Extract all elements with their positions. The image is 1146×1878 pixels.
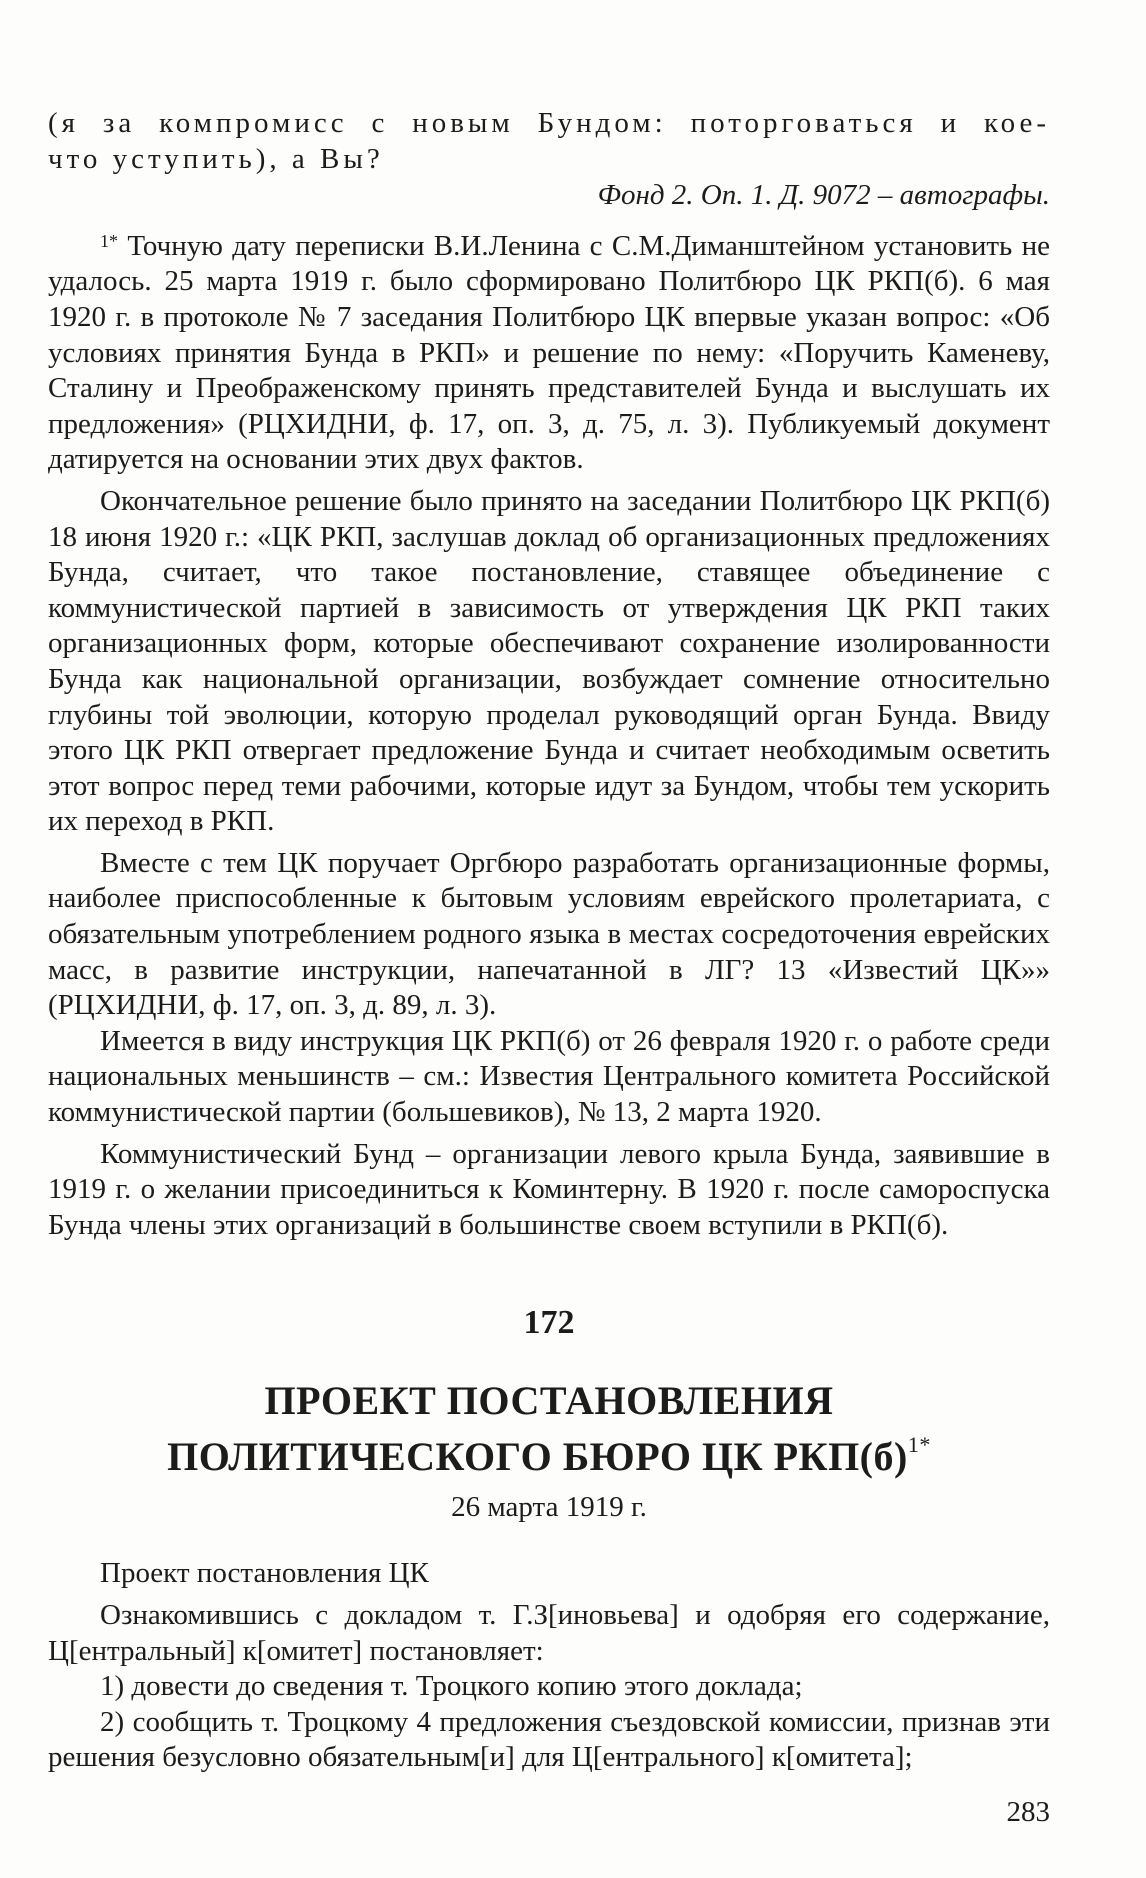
document-body: Ознакомившись с докладом т. Г.З[иновьева] и одобряя его содержание, Ц[ентральный] к[омитет] постановляет:: [48, 1599, 1050, 1667]
document-title-line-1: ПРОЕКТ ПОСТАНОВЛЕНИЯ: [264, 1378, 834, 1424]
letter-closing-line-2: что уступить), а Вы?: [48, 142, 384, 175]
commentary-paragraph: Коммунистический Бунд – организации левого крыла Бунда, заявившие в 1919 г. о желании присоединиться к Коминтерну. В 1920 г. после самороспуска Бунда члены этих организаций в большинстве своем вступили в РКП(б).: [48, 1137, 1050, 1241]
document-title: [48, 1379, 1050, 1479]
document-item: 1) довести до сведения т. Троцкого копию этого доклада;: [100, 1670, 803, 1703]
footnote-marker: 1*: [100, 230, 118, 251]
text-column: [48, 106, 1050, 1776]
document-number: 172: [523, 1304, 575, 1342]
page-number: 283: [1006, 1796, 1050, 1828]
document-date: 26 марта 1919 г.: [451, 1491, 647, 1524]
commentary-paragraph: Имеется в виду инструкция ЦК РКП(б) от 26 февраля 1920 г. о работе среди национальных меньшинств – см.: Известия Центрального комитета Российской коммунистической партии (большевиков), № 13, 2 марта 1920.: [48, 1024, 1050, 1129]
document-title-marker: 1*: [907, 1432, 931, 1458]
document-heading: Проект постановления ЦК: [100, 1557, 429, 1590]
document-title-line-2-text: ПОЛИТИЧЕСКОГО БЮРО ЦК РКП(б): [167, 1434, 908, 1480]
commentary-paragraph: Окончательное решение было принято на заседании Политбюро ЦК РКП(б) 18 июня 1920 г.: «ЦК РКП, заслушав доклад об организационных предложениях Бунда, считает, что такое постановление, ставящее объединение с коммунистической партией в зависимость от утверждения ЦК РКП таких организационных форм, которые обеспечивают сохранение изолированности Бунда как национальной организации, возбуждает сомнение относительно глубины той эволюции, которую проделал руководящий орган Бунда. Ввиду этого ЦК РКП отвергает предложение Бунда и считает необходимым осветить этот вопрос перед теми рабочими, которые идут за Бундом, чтобы тем ускорить их переход в РКП.: [48, 484, 1050, 838]
archive-source-note: Фонд 2. Оп. 1. Д. 9072 – автографы.: [597, 179, 1050, 212]
footnote: [48, 224, 1050, 478]
document-item: 2) сообщить т. Троцкому 4 предложения съездовской комиссии, признав эти решения безусловно обязательным[и] для Ц[ентрального] к[омитета];: [48, 1705, 1050, 1774]
commentary-paragraph: Вместе с тем ЦК поручает Оргбюро разработать организационные формы, наиболее приспособленные к бытовым условиям еврейского пролетариата, с обязательным употреблением родного языка в местах сосредоточения еврейских масс, в развитие инструкции, напечатанной в ЛГ? 13 «Известий ЦК»» (РЦХИДНИ, ф. 17, оп. 3, д. 89, л. 3).: [48, 846, 1050, 1022]
letter-closing-line-1: (я за компромисс с новым Бундом: поторговаться и кое-: [48, 107, 1050, 139]
document-title-line-2: [48, 1423, 1050, 1479]
footnote-text: Точную дату переписки В.И.Ленина с С.М.Диманштейном установить не удалось. 25 марта 1919 г. было сформировано Политбюро ЦК РКП(б). 6 мая 1920 г. в протоколе № 7 заседания Политбюро ЦК впервые указан вопрос: «Об условиях принятия Бунда в РКП» и решение по нему: «Поручить Каменеву, Сталину и Преображенскому принять представителей Бунда и выслушать их предложения» (РЦХИДНИ, ф. 17, оп. 3, д. 75, л. 3). Публикуемый документ датируется на основании этих двух фактов.: [48, 229, 1050, 476]
